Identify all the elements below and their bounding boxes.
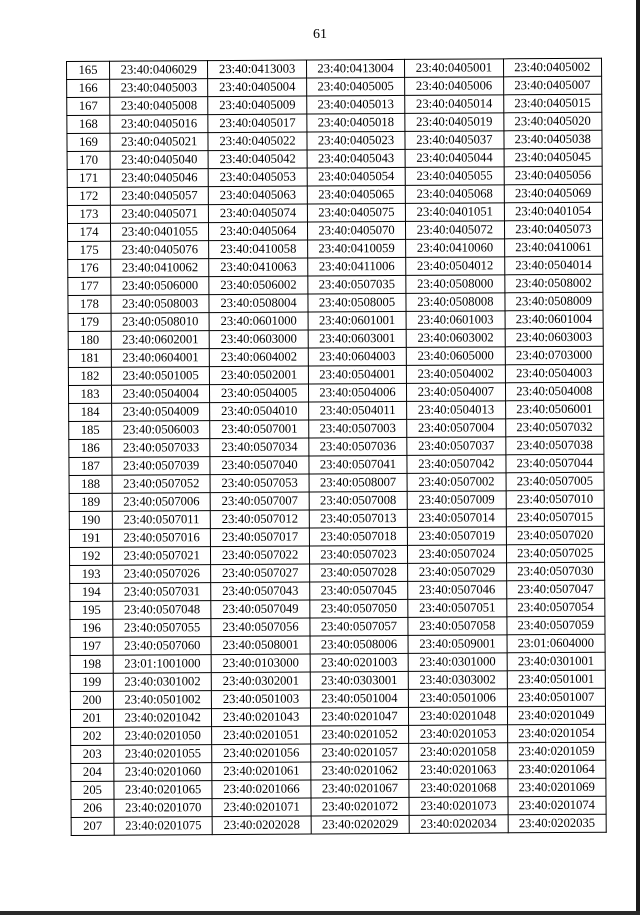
cadastral-number-cell: 23:40:0405063 xyxy=(209,186,307,205)
cadastral-number-cell: 23:40:0507024 xyxy=(408,545,506,564)
row-number-cell: 200 xyxy=(70,691,113,709)
cadastral-number-cell: 23:40:0501006 xyxy=(409,689,507,708)
cadastral-number-cell: 23:40:0201063 xyxy=(409,761,507,780)
cadastral-number-cell: 23:40:0507027 xyxy=(211,564,309,583)
cadastral-number-cell: 23:40:0413004 xyxy=(306,59,404,78)
row-number-cell: 185 xyxy=(69,421,112,439)
cadastral-number-cell: 23:40:0504006 xyxy=(308,383,406,402)
cadastral-number-cell: 23:40:0507014 xyxy=(407,509,505,528)
cadastral-number-cell: 23:40:0508008 xyxy=(406,293,504,312)
cadastral-number-cell: 23:40:0508010 xyxy=(111,313,209,332)
row-number-cell: 183 xyxy=(68,385,111,403)
cadastral-number-cell: 23:40:0508001 xyxy=(211,636,309,655)
cadastral-number-cell: 23:40:0507008 xyxy=(309,491,407,510)
cadastral-number-cell: 23:40:0504013 xyxy=(407,401,505,420)
cadastral-number-cell: 23:40:0201052 xyxy=(310,725,408,744)
row-number-cell: 203 xyxy=(71,745,114,763)
cadastral-number-cell: 23:40:0507056 xyxy=(211,618,309,637)
cadastral-number-cell: 23:40:0501005 xyxy=(111,367,209,386)
cadastral-number-cell: 23:40:0601003 xyxy=(406,311,504,330)
row-number-cell: 194 xyxy=(70,583,113,601)
cadastral-number-cell: 23:40:0508004 xyxy=(209,294,307,313)
table-row xyxy=(71,814,606,835)
cadastral-number-cell: 23:40:0507028 xyxy=(309,563,407,582)
cadastral-number-cell: 23:40:0507023 xyxy=(309,545,407,564)
cadastral-number-cell: 23:40:0405007 xyxy=(503,76,602,95)
cadastral-number-cell: 23:40:0508007 xyxy=(309,473,407,492)
cadastral-number-cell: 23:40:0301001 xyxy=(507,652,606,671)
cadastral-number-cell: 23:40:0604002 xyxy=(210,348,308,367)
cadastral-number-cell: 23:40:0405023 xyxy=(307,131,405,150)
cadastral-number-cell: 23:40:0410062 xyxy=(111,259,209,278)
row-number-cell: 171 xyxy=(67,169,110,187)
cadastral-number-cell: 23:40:0604001 xyxy=(111,349,209,368)
scan-edge-bottom xyxy=(0,911,640,915)
cadastral-number-cell: 23:40:0410063 xyxy=(209,258,307,277)
cadastral-number-cell: 23:40:0504009 xyxy=(112,403,210,422)
cadastral-number-cell: 23:40:0605000 xyxy=(406,347,504,366)
cadastral-number-cell: 23:40:0507006 xyxy=(112,493,210,512)
scan-edge-right xyxy=(636,0,640,915)
cadastral-number-cell: 23:40:0507060 xyxy=(113,637,211,656)
cadastral-number-cell: 23:40:0405015 xyxy=(503,94,602,113)
row-number-cell: 187 xyxy=(69,457,112,475)
cadastral-number-cell: 23:40:0508000 xyxy=(406,275,504,294)
cadastral-number-cell: 23:40:0507043 xyxy=(211,582,309,601)
cadastral-number-cell: 23:40:0703000 xyxy=(505,346,604,365)
cadastral-number-cell: 23:40:0405056 xyxy=(504,166,603,185)
cadastral-number-cell: 23:40:0501001 xyxy=(507,670,606,689)
cadastral-number-cell: 23:40:0201047 xyxy=(310,707,408,726)
cadastral-number-cell: 23:40:0507026 xyxy=(113,565,211,584)
cadastral-number-cell: 23:40:0405013 xyxy=(306,95,404,114)
cadastral-number-cell: 23:40:0303001 xyxy=(310,671,408,690)
row-number-cell: 178 xyxy=(68,295,111,313)
cadastral-number-cell: 23:40:0508005 xyxy=(308,293,406,312)
cadastral-number-cell: 23:40:0201066 xyxy=(212,780,310,799)
cadastral-number-cell: 23:40:0601001 xyxy=(308,311,406,330)
row-number-cell: 196 xyxy=(70,619,113,637)
cadastral-number-cell: 23:40:0507011 xyxy=(112,511,210,530)
cadastral-number-cell: 23:40:0603001 xyxy=(308,329,406,348)
cadastral-number-cell: 23:40:0507057 xyxy=(310,617,408,636)
cadastral-number-cell: 23:40:0405043 xyxy=(307,149,405,168)
cadastral-number-cell: 23:40:0303002 xyxy=(408,671,506,690)
cadastral-number-cell: 23:40:0202029 xyxy=(311,815,409,834)
row-number-cell: 173 xyxy=(67,205,110,223)
page-number: 61 xyxy=(313,27,327,42)
cadastral-number-cell: 23:40:0507037 xyxy=(407,437,505,456)
row-number-cell: 192 xyxy=(69,547,112,565)
row-number-cell: 206 xyxy=(71,799,114,817)
cadastral-number-cell: 23:40:0507017 xyxy=(211,528,309,547)
cadastral-number-cell: 23:40:0411006 xyxy=(307,257,405,276)
cadastral-number-cell: 23:40:0202035 xyxy=(508,814,607,833)
row-number-cell: 168 xyxy=(67,115,110,133)
row-number-cell: 204 xyxy=(71,763,114,781)
cadastral-number-cell: 23:40:0405016 xyxy=(110,115,208,134)
cadastral-number-cell: 23:40:0507022 xyxy=(211,546,309,565)
cadastral-number-cell: 23:40:0201064 xyxy=(507,760,606,779)
cadastral-number-cell: 23:40:0405045 xyxy=(504,148,603,167)
cadastral-number-cell: 23:40:0302001 xyxy=(212,672,310,691)
cadastral-number-cell: 23:40:0405073 xyxy=(504,220,603,239)
cadastral-number-cell: 23:40:0501004 xyxy=(310,689,408,708)
cadastral-number-cell: 23:40:0405069 xyxy=(504,184,603,203)
cadastral-number-cell: 23:40:0504004 xyxy=(111,385,209,404)
cadastral-number-cell: 23:40:0201065 xyxy=(114,781,212,800)
row-number-cell: 180 xyxy=(68,331,111,349)
cadastral-number-cell: 23:40:0201074 xyxy=(508,796,607,815)
cadastral-number-cell: 23:40:0405072 xyxy=(406,221,504,240)
cadastral-number-cell: 23:40:0507029 xyxy=(408,563,506,582)
cadastral-number-cell: 23:40:0507009 xyxy=(407,491,505,510)
cadastral-number-cell: 23:40:0201043 xyxy=(212,708,310,727)
row-number-cell: 188 xyxy=(69,475,112,493)
cadastral-number-cell: 23:40:0507035 xyxy=(308,275,406,294)
cadastral-number-cell: 23:40:0405008 xyxy=(110,97,208,116)
cadastral-number-cell: 23:40:0201060 xyxy=(114,763,212,782)
cadastral-number-cell: 23:40:0201059 xyxy=(507,742,606,761)
cadastral-number-cell: 23:40:0202028 xyxy=(213,816,311,835)
cadastral-number-cell: 23:40:0401054 xyxy=(504,202,603,221)
cadastral-number-cell: 23:40:0506001 xyxy=(505,400,604,419)
row-number-cell: 207 xyxy=(71,817,114,835)
cadastral-number-cell: 23:40:0405068 xyxy=(405,185,503,204)
cadastral-number-cell: 23:40:0405004 xyxy=(208,78,306,97)
cadastral-number-cell: 23:40:0507046 xyxy=(408,581,506,600)
cadastral-number-cell: 23:40:0406029 xyxy=(110,61,208,80)
cadastral-number-cell: 23:40:0507015 xyxy=(506,508,605,527)
row-number-cell: 169 xyxy=(67,133,110,151)
cadastral-number-cell: 23:40:0405055 xyxy=(405,167,503,186)
cadastral-number-cell: 23:40:0506003 xyxy=(112,421,210,440)
cadastral-number-cell: 23:40:0507055 xyxy=(113,619,211,638)
cadastral-number-cell: 23:40:0401055 xyxy=(110,223,208,242)
cadastral-number-cell: 23:40:0405038 xyxy=(503,130,602,149)
cadastral-number-cell: 23:40:0504007 xyxy=(407,383,505,402)
cadastral-number-cell: 23:40:0201048 xyxy=(409,707,507,726)
cadastral-number-cell: 23:40:0501002 xyxy=(113,691,211,710)
cadastral-number-cell: 23:40:0201054 xyxy=(507,724,606,743)
cadastral-number-cell: 23:40:0507003 xyxy=(308,419,406,438)
cadastral-number-cell: 23:40:0201050 xyxy=(114,727,212,746)
cadastral-number-cell: 23:40:0201071 xyxy=(212,798,310,817)
cadastral-number-cell: 23:40:0507050 xyxy=(310,599,408,618)
cadastral-number-cell: 23:40:0507001 xyxy=(210,420,308,439)
cadastral-number-cell: 23:40:0405053 xyxy=(209,168,307,187)
cadastral-number-cell: 23:40:0405014 xyxy=(405,95,503,114)
cadastral-number-cell: 23:40:0405021 xyxy=(110,133,208,152)
row-number-cell: 201 xyxy=(70,709,113,727)
row-number-cell: 172 xyxy=(67,187,110,205)
row-number-cell: 166 xyxy=(67,79,110,97)
cadastral-number-cell: 23:40:0201042 xyxy=(113,709,211,728)
cadastral-number-cell: 23:40:0602001 xyxy=(111,331,209,350)
cadastral-number-cell: 23:40:0410060 xyxy=(406,239,504,258)
cadastral-number-cell: 23:40:0405019 xyxy=(405,113,503,132)
cadastral-number-cell: 23:40:0506000 xyxy=(111,277,209,296)
cadastral-number-cell: 23:40:0507012 xyxy=(211,510,309,529)
cadastral-number-cell: 23:01:0604000 xyxy=(507,634,606,653)
row-number-cell: 184 xyxy=(69,403,112,421)
cadastral-number-cell: 23:40:0405001 xyxy=(405,59,503,78)
cadastral-number-cell: 23:40:0201051 xyxy=(212,726,310,745)
cadastral-number-cell: 23:40:0201058 xyxy=(409,743,507,762)
cadastral-number-cell: 23:40:0405076 xyxy=(111,241,209,260)
cadastral-number-cell: 23:40:0501007 xyxy=(507,688,606,707)
table-body xyxy=(67,58,607,835)
cadastral-number-cell: 23:40:0201061 xyxy=(212,762,310,781)
cadastral-number-cell: 23:40:0504005 xyxy=(210,384,308,403)
cadastral-number-cell: 23:40:0507004 xyxy=(407,419,505,438)
cadastral-number-cell: 23:40:0201049 xyxy=(507,706,606,725)
cadastral-number-cell: 23:40:0410058 xyxy=(209,240,307,259)
cadastral-number-cell: 23:40:0507053 xyxy=(210,474,308,493)
cadastral-number-cell: 23:40:0507042 xyxy=(407,455,505,474)
cadastral-number-cell: 23:40:0507020 xyxy=(506,526,605,545)
cadastral-number-cell: 23:40:0507039 xyxy=(112,457,210,476)
cadastral-number-cell: 23:40:0507036 xyxy=(309,437,407,456)
cadastral-number-cell: 23:40:0405071 xyxy=(110,205,208,224)
row-number-cell: 193 xyxy=(70,565,113,583)
cadastral-number-cell: 23:40:0405018 xyxy=(307,113,405,132)
cadastral-number-cell: 23:40:0501003 xyxy=(212,690,310,709)
cadastral-number-cell: 23:40:0504008 xyxy=(505,382,604,401)
cadastral-number-cell: 23:40:0507058 xyxy=(408,617,506,636)
cadastral-number-cell: 23:40:0507013 xyxy=(309,509,407,528)
cadastral-number-cell: 23:40:0405005 xyxy=(306,77,404,96)
cadastral-number-cell: 23:40:0201072 xyxy=(311,797,409,816)
cadastral-number-cell: 23:40:0508006 xyxy=(310,635,408,654)
row-number-cell: 175 xyxy=(68,241,111,259)
cadastral-number-cell: 23:40:0201069 xyxy=(507,778,606,797)
row-number-cell: 174 xyxy=(67,223,110,241)
cadastral-number-cell: 23:40:0410059 xyxy=(307,239,405,258)
cadastral-number-cell: 23:40:0405020 xyxy=(503,112,602,131)
cadastral-number-cell: 23:40:0504010 xyxy=(210,402,308,421)
cadastral-number-cell: 23:40:0201057 xyxy=(310,743,408,762)
cadastral-number-cell: 23:01:1001000 xyxy=(113,655,211,674)
row-number-cell: 189 xyxy=(69,493,112,511)
cadastral-number-cell: 23:40:0201067 xyxy=(311,779,409,798)
cadastral-number-cell: 23:40:0504012 xyxy=(406,257,504,276)
cadastral-number-cell: 23:40:0201075 xyxy=(114,817,212,836)
cadastral-number-cell: 23:40:0410061 xyxy=(504,238,603,257)
row-number-cell: 179 xyxy=(68,313,111,331)
cadastral-number-cell: 23:40:0603003 xyxy=(505,328,604,347)
cadastral-number-cell: 23:40:0504002 xyxy=(407,365,505,384)
cadastral-number-cell: 23:40:0405044 xyxy=(405,149,503,168)
cadastral-number-cell: 23:40:0507048 xyxy=(113,601,211,620)
row-number-cell: 190 xyxy=(69,511,112,529)
cadastral-number-cell: 23:40:0301002 xyxy=(113,673,211,692)
cadastral-number-cell: 23:40:0405017 xyxy=(208,114,306,133)
cadastral-number-cell: 23:40:0405002 xyxy=(503,58,602,77)
row-number-cell: 199 xyxy=(70,673,113,691)
cadastral-number-cell: 23:40:0405054 xyxy=(307,167,405,186)
cadastral-number-cell: 23:40:0405006 xyxy=(405,77,503,96)
cadastral-number-cell: 23:40:0507049 xyxy=(211,600,309,619)
cadastral-number-cell: 23:40:0405075 xyxy=(307,203,405,222)
cadastral-number-table xyxy=(66,58,607,836)
cadastral-number-cell: 23:40:0507002 xyxy=(407,473,505,492)
cadastral-number-cell: 23:40:0405074 xyxy=(209,204,307,223)
cadastral-number-cell: 23:40:0601000 xyxy=(209,312,307,331)
cadastral-number-cell: 23:40:0405037 xyxy=(405,131,503,150)
cadastral-number-cell: 23:40:0507038 xyxy=(505,436,604,455)
cadastral-number-cell: 23:40:0507044 xyxy=(505,454,604,473)
cadastral-number-cell: 23:40:0103000 xyxy=(212,654,310,673)
cadastral-number-cell: 23:40:0201068 xyxy=(409,779,507,798)
cadastral-number-cell: 23:40:0202034 xyxy=(409,815,507,834)
cadastral-number-cell: 23:40:0504011 xyxy=(308,401,406,420)
row-number-cell: 167 xyxy=(67,97,110,115)
cadastral-number-cell: 23:40:0405040 xyxy=(110,151,208,170)
cadastral-number-cell: 23:40:0507016 xyxy=(112,529,210,548)
cadastral-number-cell: 23:40:0507051 xyxy=(408,599,506,618)
row-number-cell: 198 xyxy=(70,655,113,673)
cadastral-number-cell: 23:40:0603002 xyxy=(406,329,504,348)
row-number-cell: 195 xyxy=(70,601,113,619)
cadastral-number-cell: 23:40:0405022 xyxy=(208,132,306,151)
cadastral-number-cell: 23:40:0405009 xyxy=(208,96,306,115)
row-number-cell: 165 xyxy=(67,61,110,79)
row-number-cell: 205 xyxy=(71,781,114,799)
cadastral-number-cell: 23:40:0504014 xyxy=(504,256,603,275)
row-number-cell: 182 xyxy=(68,367,111,385)
cadastral-number-cell: 23:40:0507052 xyxy=(112,475,210,494)
cadastral-number-cell: 23:40:0601004 xyxy=(505,310,604,329)
cadastral-number-cell: 23:40:0507040 xyxy=(210,456,308,475)
cadastral-number-cell: 23:40:0507033 xyxy=(112,439,210,458)
cadastral-number-cell: 23:40:0507025 xyxy=(506,544,605,563)
row-number-cell: 186 xyxy=(69,439,112,457)
cadastral-number-cell: 23:40:0507018 xyxy=(309,527,407,546)
cadastral-number-cell: 23:40:0509001 xyxy=(408,635,506,654)
cadastral-number-cell: 23:40:0201055 xyxy=(114,745,212,764)
cadastral-number-cell: 23:40:0201003 xyxy=(310,653,408,672)
cadastral-number-cell: 23:40:0504001 xyxy=(308,365,406,384)
row-number-cell: 202 xyxy=(71,727,114,745)
cadastral-number-cell: 23:40:0201073 xyxy=(409,797,507,816)
cadastral-number-cell: 23:40:0301000 xyxy=(408,653,506,672)
cadastral-number-cell: 23:40:0507007 xyxy=(211,492,309,511)
cadastral-number-cell: 23:40:0507045 xyxy=(309,581,407,600)
cadastral-number-cell: 23:40:0507005 xyxy=(506,472,605,491)
cadastral-number-cell: 23:40:0405057 xyxy=(110,187,208,206)
cadastral-number-cell: 23:40:0405003 xyxy=(110,79,208,98)
cadastral-number-cell: 23:40:0603000 xyxy=(210,330,308,349)
cadastral-number-cell: 23:40:0201056 xyxy=(212,744,310,763)
cadastral-number-cell: 23:40:0508009 xyxy=(504,292,603,311)
row-number-cell: 181 xyxy=(68,349,111,367)
row-number-cell: 197 xyxy=(70,637,113,655)
cadastral-number-cell: 23:40:0401051 xyxy=(406,203,504,222)
cadastral-number-cell: 23:40:0201053 xyxy=(409,725,507,744)
cadastral-number-cell: 23:40:0405065 xyxy=(307,185,405,204)
row-number-cell: 191 xyxy=(69,529,112,547)
cadastral-number-cell: 23:40:0507047 xyxy=(506,580,605,599)
cadastral-number-cell: 23:40:0506002 xyxy=(209,276,307,295)
row-number-cell: 170 xyxy=(67,151,110,169)
cadastral-number-cell: 23:40:0201062 xyxy=(311,761,409,780)
row-number-cell: 177 xyxy=(68,277,111,295)
cadastral-number-cell: 23:40:0507059 xyxy=(506,616,605,635)
cadastral-number-cell: 23:40:0604003 xyxy=(308,347,406,366)
cadastral-number-cell: 23:40:0507032 xyxy=(505,418,604,437)
cadastral-number-cell: 23:40:0507054 xyxy=(506,598,605,617)
cadastral-number-cell: 23:40:0507030 xyxy=(506,562,605,581)
cadastral-number-cell: 23:40:0508003 xyxy=(111,295,209,314)
cadastral-number-cell: 23:40:0502001 xyxy=(210,366,308,385)
cadastral-number-cell: 23:40:0405042 xyxy=(208,150,306,169)
cadastral-number-cell: 23:40:0405064 xyxy=(209,222,307,241)
cadastral-number-cell: 23:40:0508002 xyxy=(504,274,603,293)
cadastral-number-cell: 23:40:0507010 xyxy=(506,490,605,509)
cadastral-number-cell: 23:40:0507031 xyxy=(113,583,211,602)
cadastral-number-cell: 23:40:0201070 xyxy=(114,799,212,818)
row-number-cell: 176 xyxy=(68,259,111,277)
cadastral-number-cell: 23:40:0507041 xyxy=(309,455,407,474)
cadastral-number-cell: 23:40:0413003 xyxy=(208,60,306,79)
cadastral-number-cell: 23:40:0507019 xyxy=(408,527,506,546)
cadastral-number-cell: 23:40:0507034 xyxy=(210,438,308,457)
cadastral-number-cell: 23:40:0405046 xyxy=(110,169,208,188)
cadastral-number-cell: 23:40:0507021 xyxy=(112,547,210,566)
cadastral-number-cell: 23:40:0405070 xyxy=(307,221,405,240)
cadastral-number-cell: 23:40:0504003 xyxy=(505,364,604,383)
